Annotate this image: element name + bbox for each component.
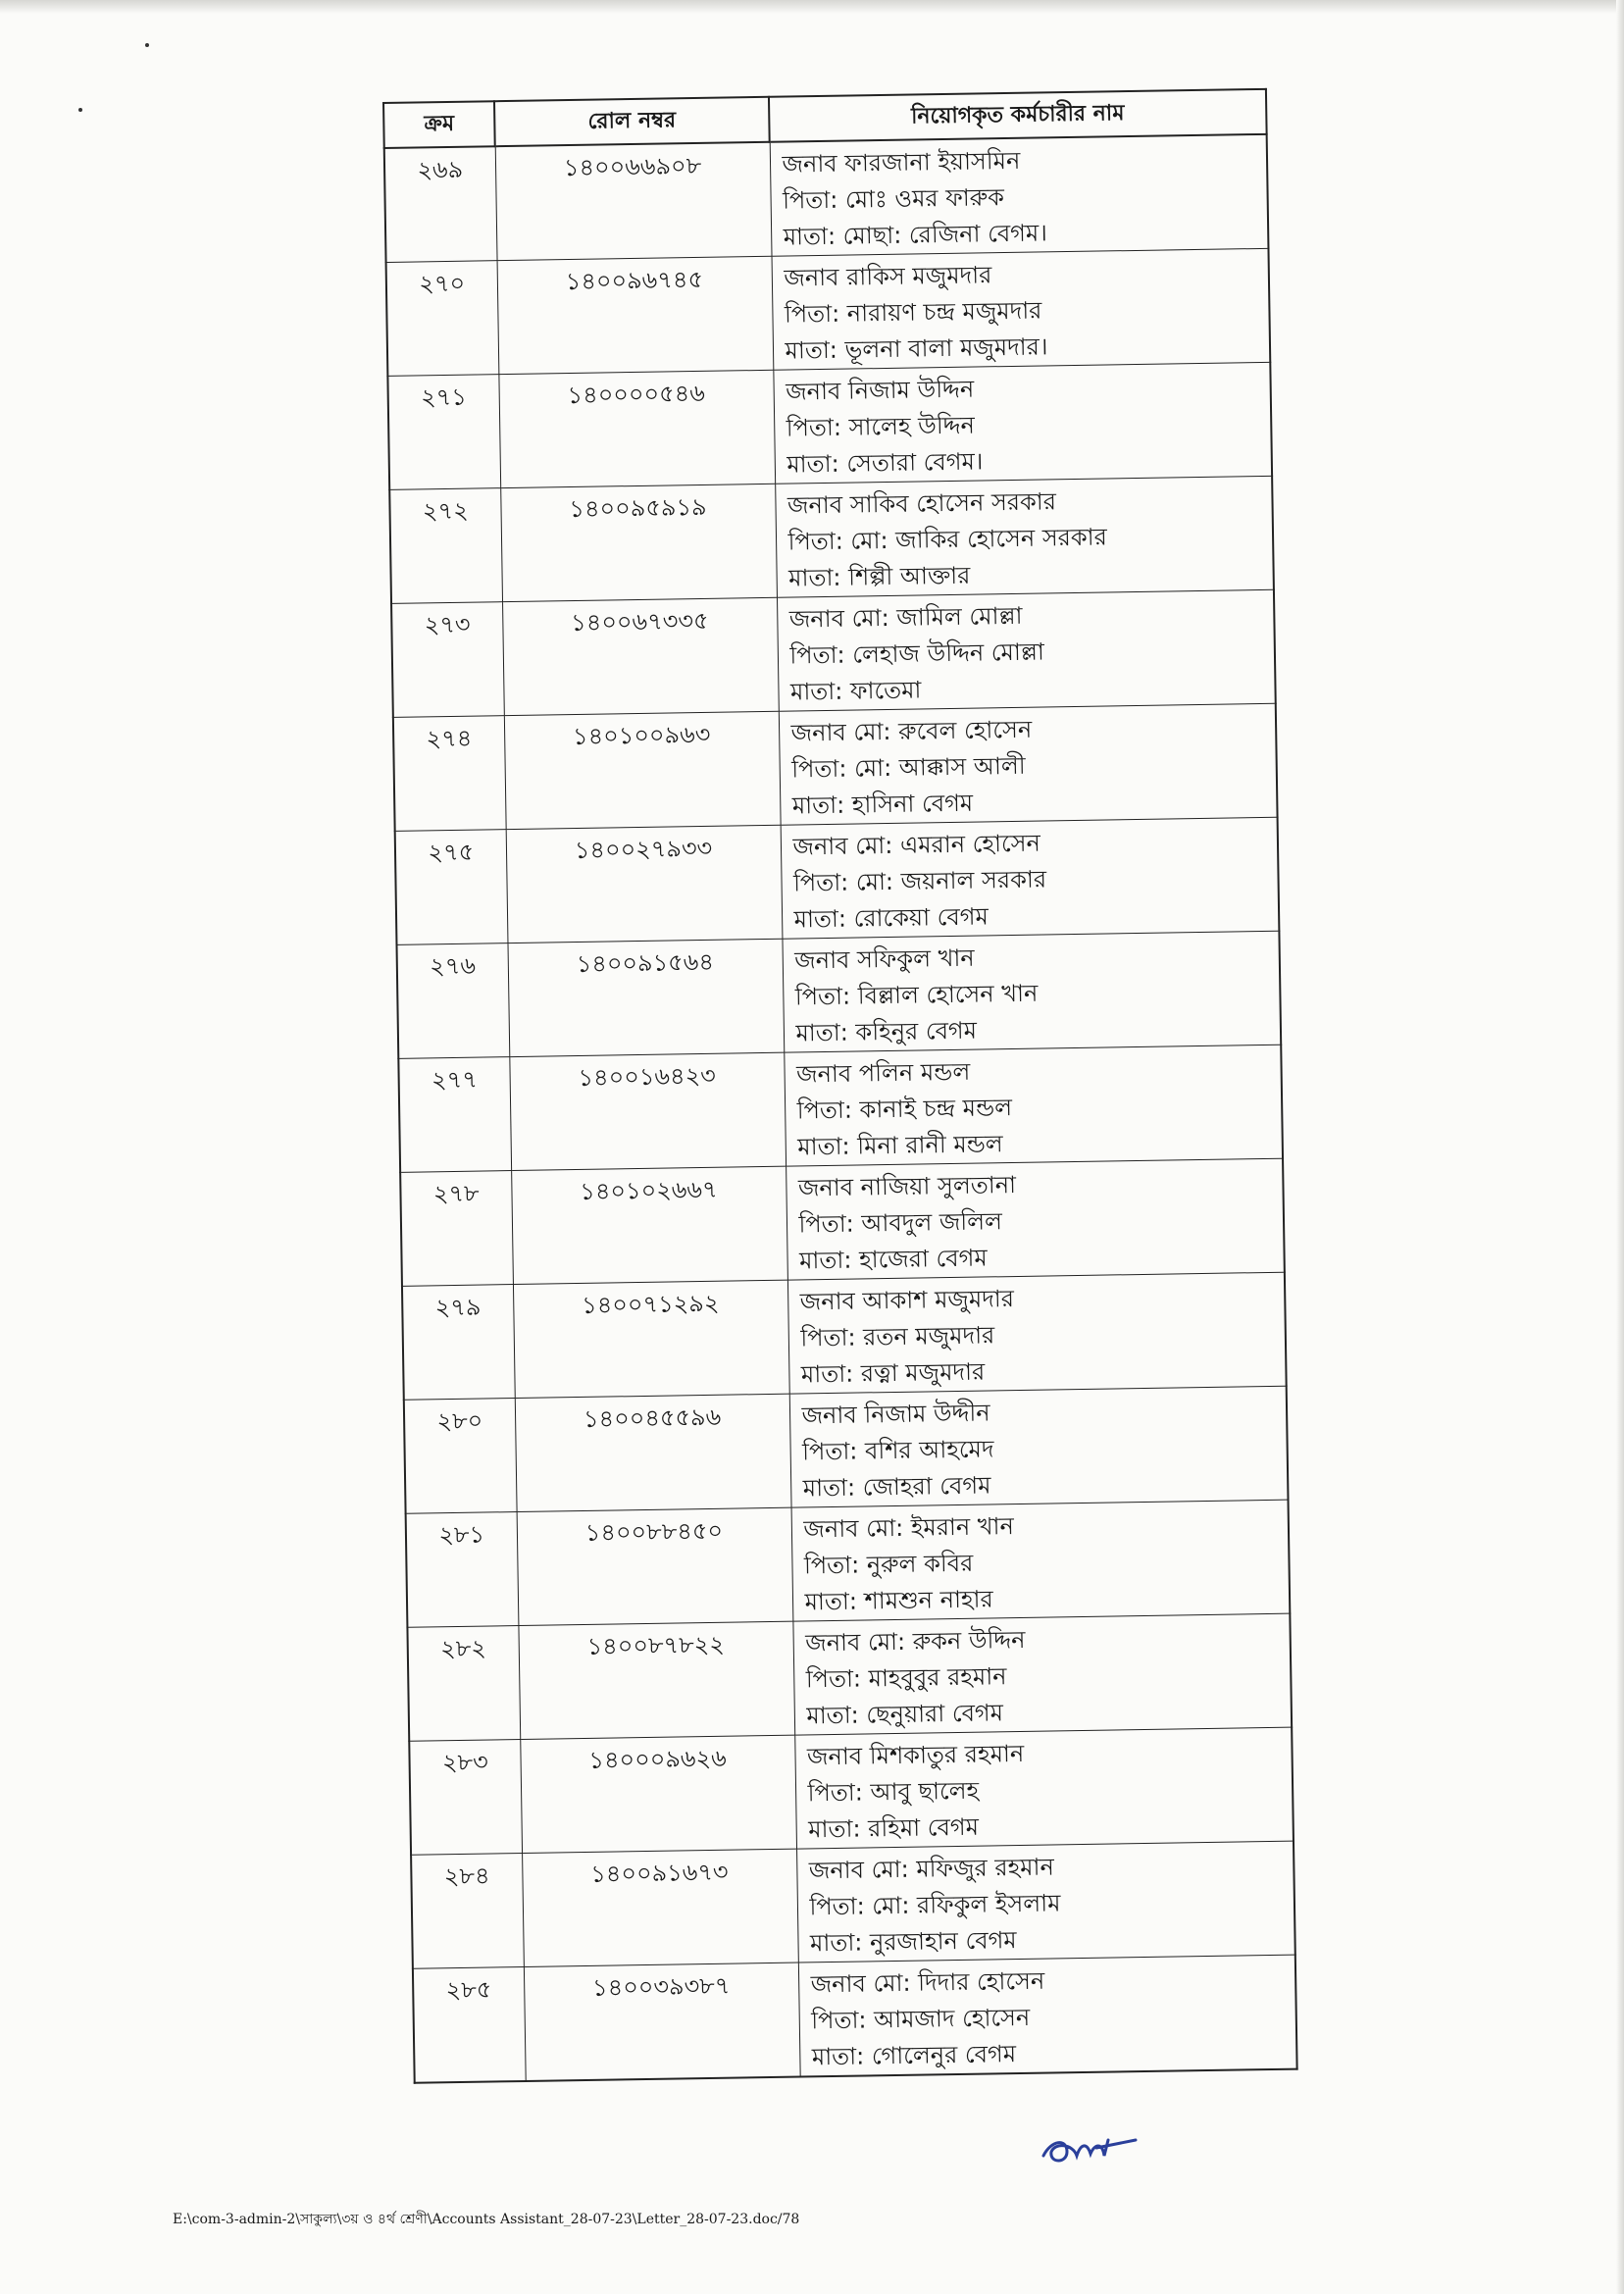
- employee-name: জনাব মিশকাতুর রহমান: [806, 1739, 1025, 1771]
- employee-details-cell: [782, 931, 1281, 1052]
- father-name: পিতা: কানাই চন্দ্র মন্ডল: [796, 1094, 1013, 1125]
- roll-number-cell: ১৪০০১৬৪২৩: [509, 1052, 786, 1170]
- roll-number-cell: ১৪০০০৯৬২৬: [520, 1735, 796, 1853]
- serial-cell: ২৮৩: [409, 1740, 522, 1856]
- roll-number-cell: ১৪০০৯৫৯১৯: [500, 484, 777, 601]
- roll-number-cell: ১৪০০৬৬৯০৮: [495, 142, 772, 261]
- employee-details-cell: [791, 1500, 1291, 1621]
- table-row: [404, 1386, 1289, 1513]
- table-row: [407, 1613, 1292, 1741]
- employee-name: জনাব সফিকুল খান: [794, 943, 975, 975]
- mother-name: মাতা: ফাতেমা: [789, 676, 922, 706]
- mother-name: মাতা: রত্না মজুমদার: [800, 1357, 986, 1389]
- mother-name: মাতা: জোহরা বেগম: [802, 1471, 991, 1503]
- father-name: পিতা: মোঃ ওমর ফারুক: [782, 183, 1005, 215]
- table-row: [395, 817, 1280, 944]
- employee-name: জনাব আকাশ মজুমদার: [799, 1285, 1015, 1316]
- scan-speck: [145, 43, 149, 47]
- employee-details-cell: [789, 1386, 1289, 1507]
- serial-cell: ২৮৫: [413, 1966, 526, 2082]
- father-name: পিতা: নারায়ণ চন্দ্র মজুমদার: [784, 296, 1042, 329]
- mother-name: মাতা: কহিনুর বেগম: [795, 1016, 978, 1047]
- employee-details-cell: [787, 1272, 1287, 1394]
- serial-cell: ২৮২: [407, 1626, 520, 1742]
- employee-name: জনাব মো: মফিজুর রহমান: [808, 1853, 1055, 1885]
- employee-name: জনাব মো: রুবেল হোসেন: [790, 715, 1033, 747]
- employee-name: জনাব নিজাম উদ্দিন: [785, 375, 975, 406]
- table-row: [391, 589, 1276, 717]
- table-row: [409, 1727, 1294, 1855]
- mother-name: মাতা: মিনা রানী মন্ডল: [797, 1130, 1003, 1161]
- serial-cell: ২৭৮: [400, 1171, 513, 1287]
- roll-number-cell: ১৪০০৩৯৩৮৭: [524, 1963, 800, 2081]
- table-row: [400, 1158, 1285, 1286]
- mother-name: মাতা: মোছা: রেজিনা বেগম।: [783, 219, 1048, 251]
- roll-number-cell: ১৪০০৮৮৪৫০: [517, 1507, 793, 1625]
- roll-number-cell: ১৪০০৯৬৭৪৫: [497, 256, 774, 374]
- roll-number-cell: ১৪০০৯১৬৭৩: [522, 1849, 798, 1966]
- serial-cell: ২৭১: [387, 375, 500, 490]
- table-row: [398, 1045, 1283, 1172]
- father-name: পিতা: সালেহ উদ্দিন: [786, 411, 976, 442]
- roll-number-cell: ১৪০০৬৭৩৩৫: [502, 597, 779, 715]
- employee-details-cell: [775, 476, 1274, 597]
- scan-top-edge: [0, 0, 1624, 14]
- employee-name: জনাব নাজিয়া সুলতানা: [797, 1170, 1017, 1202]
- table-row: [393, 703, 1278, 831]
- mother-name: মাতা: ছেনুয়ারা বেগম: [806, 1699, 1004, 1730]
- serial-cell: ২৮১: [406, 1512, 519, 1628]
- mother-name: মাতা: নুরজাহান বেগম: [809, 1926, 1017, 1958]
- header-serial: ক্রম: [383, 101, 495, 148]
- table-row: [389, 476, 1274, 603]
- employee-name: জনাব মো: দিদার হোসেন: [810, 1966, 1045, 1999]
- table-row: [413, 1955, 1297, 2083]
- roll-number-cell: ১৪০০২৭৯৩৩: [506, 825, 783, 943]
- father-name: পিতা: আমজাদ হোসেন: [811, 2003, 1031, 2035]
- table-row: [411, 1841, 1295, 1968]
- table-row: [384, 134, 1269, 263]
- roll-number-cell: ১৪০০৯১৫৬৪: [507, 939, 784, 1056]
- mother-name: মাতা: গোলেনুর বেগম: [811, 2040, 1017, 2071]
- mother-name: মাতা: ভূলনা বালা মজুমদার।: [785, 332, 1048, 365]
- employee-name: জনাব রাকিস মজুমদার: [784, 261, 992, 292]
- employee-details-cell: [796, 1841, 1295, 1963]
- mother-name: মাতা: হাজেরা বেগম: [798, 1244, 988, 1275]
- table-row: [387, 362, 1272, 489]
- father-name: পিতা: মো: জয়নাল সরকার: [792, 865, 1047, 897]
- employee-details-cell: [781, 817, 1280, 939]
- roll-number-cell: ১৪০১০২৬৬৭: [511, 1166, 787, 1284]
- father-name: পিতা: আবদুল জলিল: [798, 1207, 1003, 1239]
- serial-cell: ২৭৭: [398, 1057, 511, 1173]
- employee-details-cell: [792, 1613, 1292, 1735]
- signature-icon: [1038, 2130, 1145, 2169]
- table-row: [397, 931, 1282, 1058]
- serial-cell: ২৭৪: [393, 716, 506, 832]
- employee-details-cell: [786, 1158, 1285, 1280]
- employee-details-cell: [773, 362, 1272, 484]
- father-name: পিতা: বশির আহমেদ: [801, 1435, 994, 1466]
- mother-name: মাতা: রহিমা বেগম: [808, 1812, 980, 1844]
- employee-details-cell: [794, 1727, 1294, 1849]
- appointee-table-container: [382, 87, 1346, 2142]
- father-name: পিতা: মাহবুবুর রহমান: [805, 1662, 1007, 1694]
- roll-number-cell: ১৪০০০০৫৪৬: [498, 370, 775, 487]
- father-name: পিতা: মো: রফিকুল ইসলাম: [809, 1889, 1061, 1921]
- employee-name: জনাব পলিন মন্ডল: [795, 1057, 971, 1089]
- serial-cell: ২৮৪: [411, 1853, 524, 1968]
- father-name: পিতা: মো: জাকির হোসেন সরকার: [787, 523, 1108, 556]
- table-row: [402, 1272, 1287, 1400]
- header-roll-number: রোল নম্বর: [494, 97, 770, 146]
- mother-name: মাতা: শিল্পী আক্তার: [787, 561, 971, 592]
- employee-name: জনাব মো: এমরান হোসেন: [792, 829, 1040, 861]
- serial-cell: ২৬৯: [384, 146, 497, 262]
- roll-number-cell: ১৪০০৭১২৯২: [513, 1280, 789, 1398]
- scan-speck: [78, 108, 82, 112]
- employee-details-cell: [779, 703, 1278, 825]
- employee-name: জনাব নিজাম উদ্দীন: [801, 1399, 990, 1430]
- mother-name: মাতা: শামশুন নাহার: [804, 1585, 993, 1616]
- employee-details-cell: [777, 589, 1276, 711]
- file-path-footer: E:\com-3-admin-2\সাকুল্য\৩য় ও ৪র্থ শ্রেণী\Accounts Assistant_28-07-23\Letter_28-07-23.doc/78: [173, 2212, 800, 2227]
- table-row: [386, 248, 1271, 376]
- father-name: পিতা: লেহাজ উদ্দিন মোল্লা: [789, 637, 1045, 670]
- serial-cell: ২৮০: [404, 1399, 517, 1514]
- employee-name: জনাব সাকিব হোসেন সরকার: [787, 487, 1057, 520]
- father-name: পিতা: আবু ছালেহ: [807, 1776, 980, 1808]
- serial-cell: ২৭৩: [391, 602, 504, 718]
- employee-details-cell: [784, 1045, 1283, 1166]
- roll-number-cell: ১৪০১০০৯৬৩: [504, 711, 781, 829]
- father-name: পিতা: মো: আক্কাস আলী: [791, 751, 1026, 784]
- scan-right-edge: [1616, 0, 1624, 2294]
- appointee-table: [382, 88, 1298, 2084]
- father-name: পিতা: নুরুল কবির: [803, 1549, 974, 1580]
- employee-details-cell: [772, 248, 1271, 370]
- serial-cell: ২৭৬: [397, 943, 510, 1059]
- mother-name: মাতা: হাসিনা বেগম: [791, 789, 974, 820]
- mother-name: মাতা: রোকেয়া বেগম: [793, 902, 990, 934]
- employee-details-cell: [798, 1955, 1297, 2076]
- serial-cell: ২৭৫: [395, 830, 508, 945]
- serial-cell: ২৭৯: [402, 1285, 515, 1401]
- roll-number-cell: ১৪০০৮৭৮২২: [518, 1621, 794, 1739]
- employee-name: জনাব মো: রুকন উদ্দিন: [805, 1625, 1026, 1657]
- serial-cell: ২৭০: [386, 261, 499, 377]
- employee-name: জনাব ফারজানা ইয়াসমিন: [782, 146, 1021, 178]
- mother-name: মাতা: সেতারা বেগম।: [787, 447, 984, 479]
- table-row: [406, 1500, 1291, 1627]
- header-employee-name: নিয়োগকৃত কর্মচারীর নাম: [769, 89, 1267, 142]
- roll-number-cell: ১৪০০৪৫৫৯৬: [515, 1394, 791, 1511]
- employee-details-cell: [770, 134, 1269, 256]
- employee-name: জনাব মো: ইমরান খান: [803, 1512, 1015, 1544]
- serial-cell: ২৭২: [389, 488, 502, 604]
- employee-name: জনাব মো: জামিল মোল্লা: [788, 601, 1023, 634]
- father-name: পিতা: বিল্লাল হোসেন খান: [794, 979, 1039, 1011]
- father-name: পিতা: রতন মজুমদার: [800, 1321, 995, 1352]
